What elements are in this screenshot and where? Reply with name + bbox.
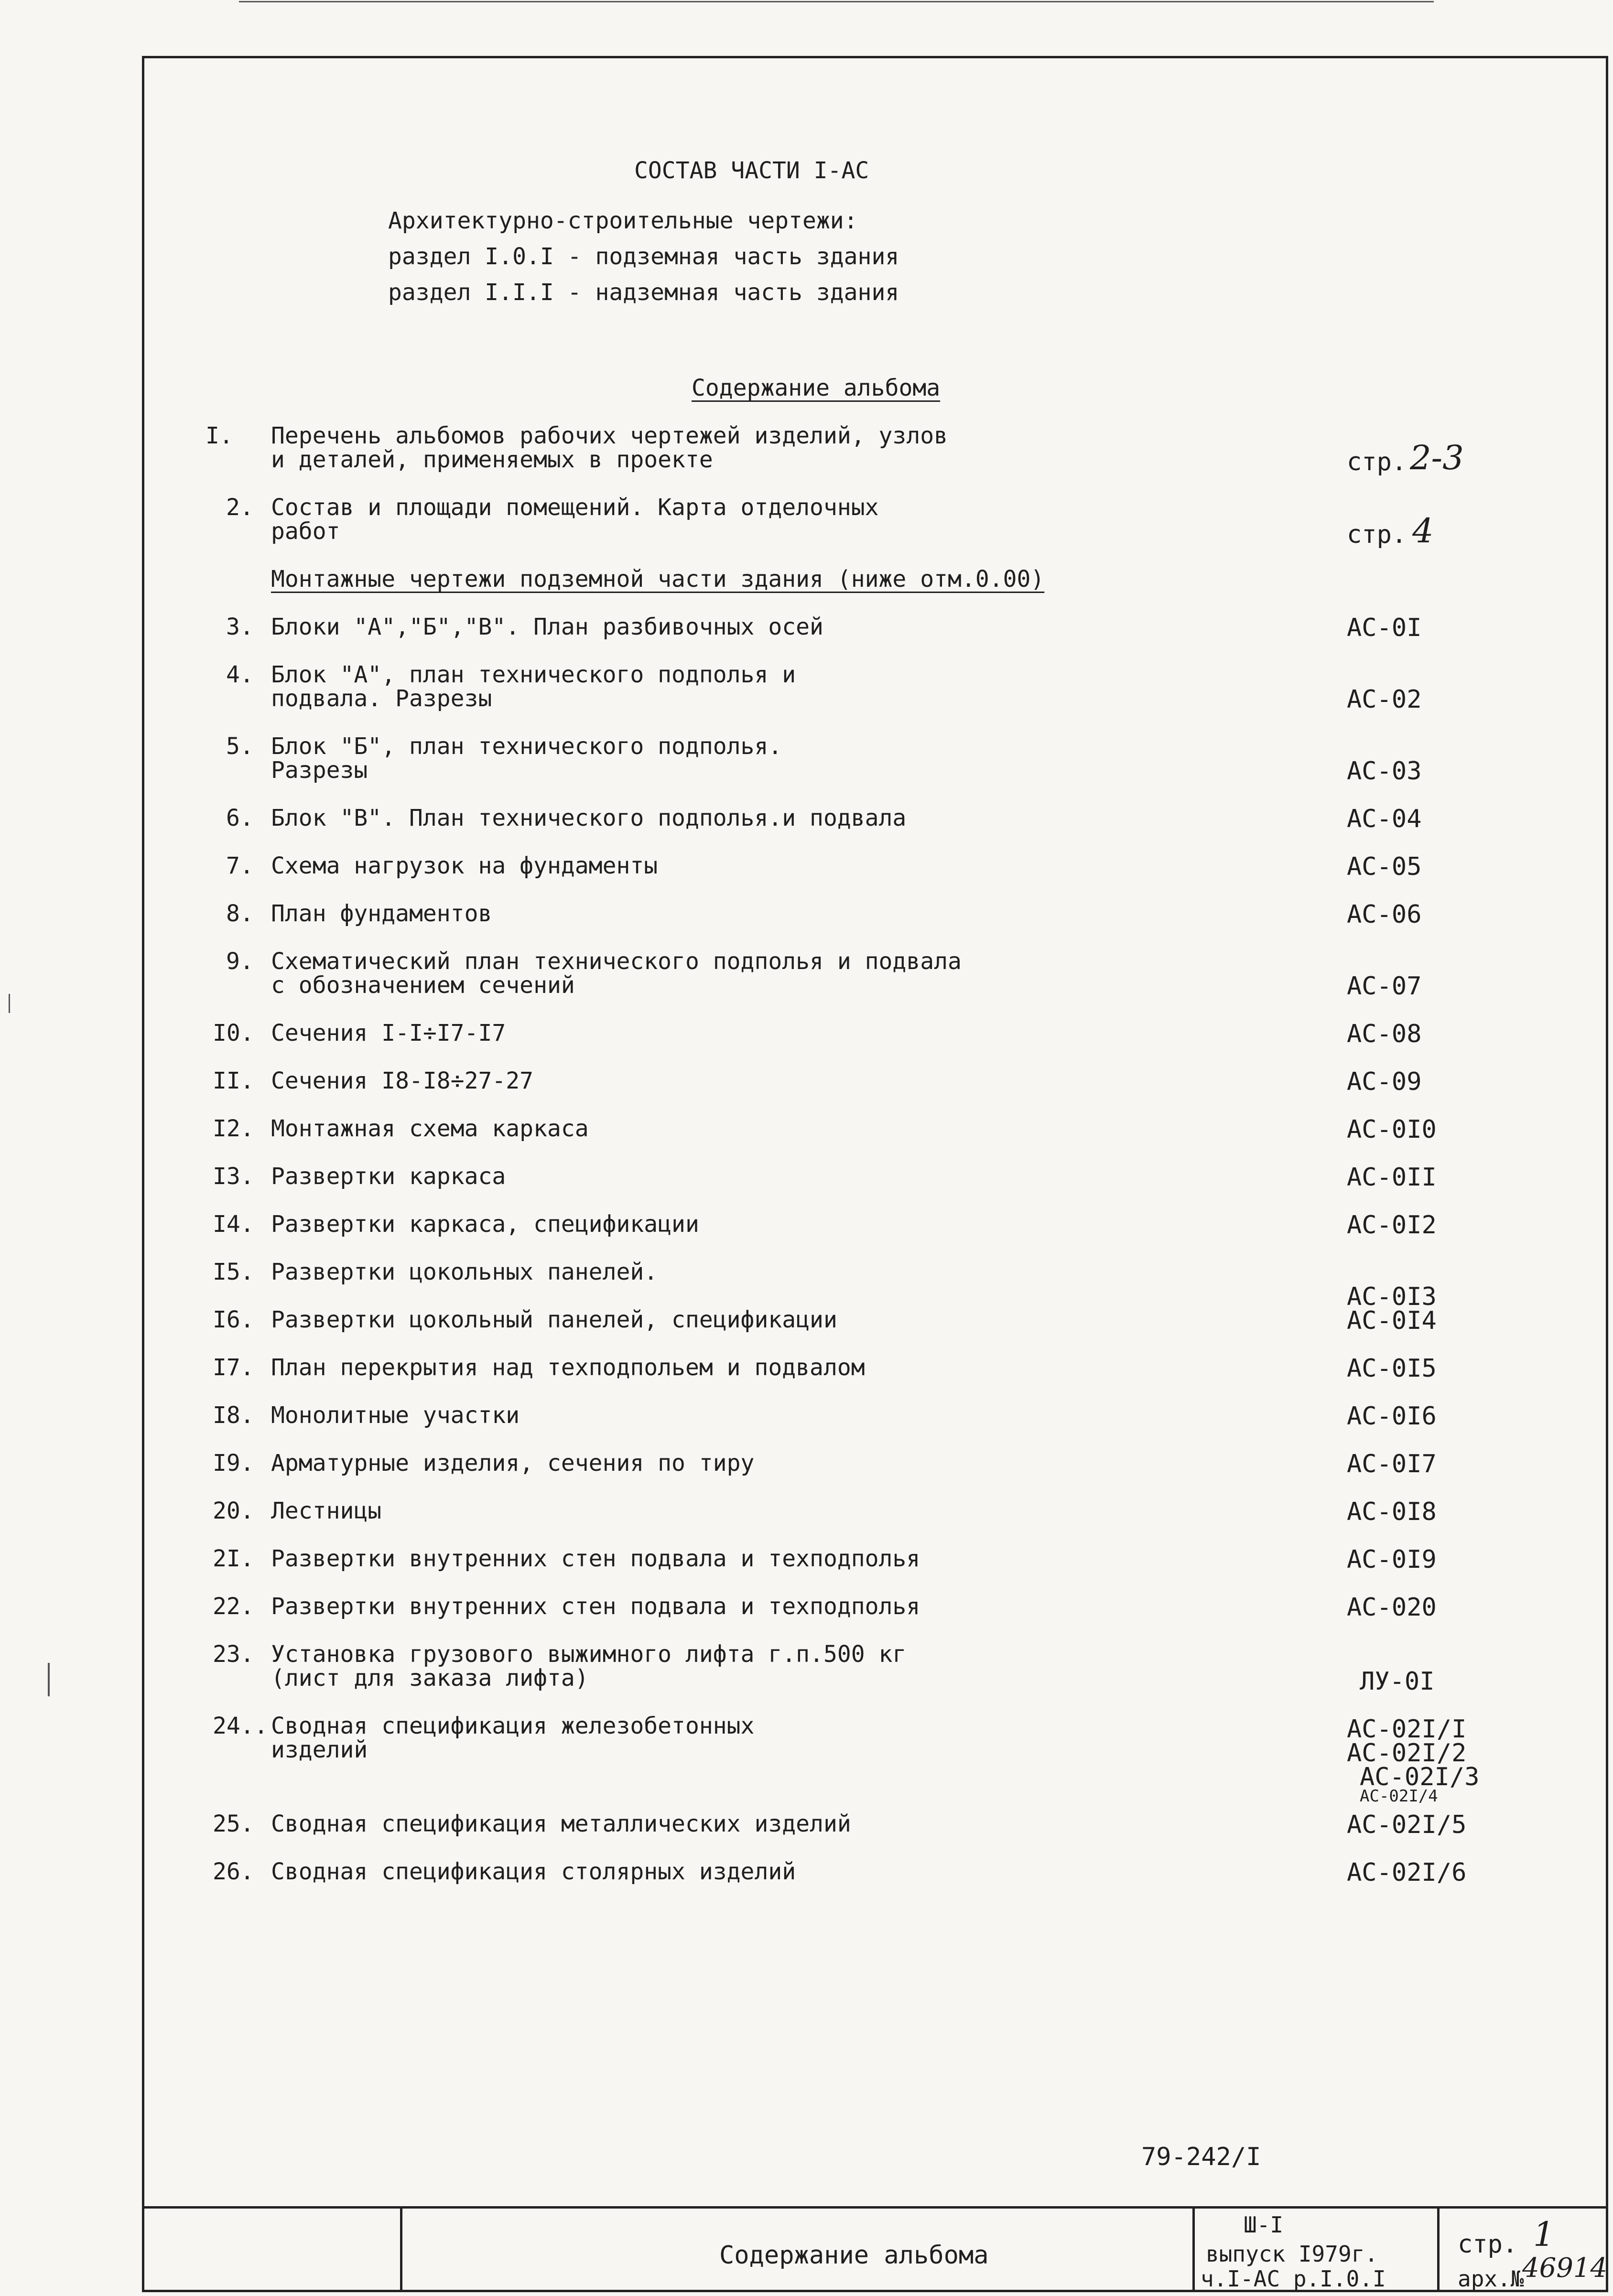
item-title-cont: с обозначением сечений xyxy=(271,972,575,999)
item-title: План перекрытия над техподпольем и подвалом xyxy=(271,1354,865,1381)
item-code: АС-0I6 xyxy=(1347,1402,1437,1431)
item-number: I5. xyxy=(213,1259,254,1285)
item-code-4: АС-02I/4 xyxy=(1360,1787,1438,1806)
item-title: Монтажная схема каркаса xyxy=(271,1115,589,1142)
item-number: 5. xyxy=(226,733,254,760)
item-page-prefix: стр. xyxy=(1347,520,1407,549)
item-title-cont: работ xyxy=(271,518,340,545)
item-title-cont: и деталей, применяемых в проекте xyxy=(271,446,713,473)
item-title: Развертки каркаса xyxy=(271,1163,506,1190)
stamp-issue: выпуск I979г. xyxy=(1206,2241,1378,2267)
item-code: АС-0I0 xyxy=(1347,1115,1437,1144)
page-title: СОСТАВ ЧАСТИ I-АС xyxy=(634,157,869,184)
item-title: Лестницы xyxy=(271,1498,382,1524)
item-title: Блок "А", план технического подполья и xyxy=(271,661,796,688)
item-number: 23. xyxy=(213,1641,254,1668)
item-number: 25. xyxy=(213,1811,254,1837)
item-code: АС-06 xyxy=(1347,900,1422,929)
item-title: Схема нагрузок на фундаменты xyxy=(271,852,658,879)
item-title-cont: изделий xyxy=(271,1736,368,1763)
stamp-archive-label: арх.№ xyxy=(1458,2266,1524,2292)
item-number: I4. xyxy=(213,1211,254,1238)
item-number: 20. xyxy=(213,1498,254,1524)
item-page-prefix: стр. xyxy=(1347,448,1407,476)
item-title: Сечения I8-I8÷27-27 xyxy=(271,1067,534,1094)
item-number: I9. xyxy=(213,1450,254,1477)
item-code: АС-0I8 xyxy=(1347,1498,1437,1526)
item-title: Арматурные изделия, сечения по тиру xyxy=(271,1450,755,1477)
item-title: Блок "Б", план технического подполья. xyxy=(271,733,782,760)
item-code: АС-02I/5 xyxy=(1347,1811,1467,1839)
document-code: 79-242/I xyxy=(1141,2143,1261,2171)
scan-mark-left-2 xyxy=(9,994,10,1013)
item-title: Блок "В". План технического подполья.и подвала xyxy=(271,805,907,831)
item-code: АС-04 xyxy=(1347,805,1422,833)
item-number: 3. xyxy=(226,614,254,640)
section-subheading: Монтажные чертежи подземной части здания (ниже отм.0.00) xyxy=(271,566,1045,593)
item-code: АС-05 xyxy=(1347,852,1422,881)
item-title: Развертки цокольных панелей. xyxy=(271,1259,658,1285)
item-code-3: АС-02I/3 xyxy=(1360,1763,1480,1791)
item-title: Сечения I-I÷I7-I7 xyxy=(271,1020,506,1046)
subtitle: Архитектурно-строительные чертежи: xyxy=(388,207,858,234)
stamp-series: Ш-I xyxy=(1244,2212,1284,2238)
item-number: 22. xyxy=(213,1593,254,1620)
item-number: I2. xyxy=(213,1115,254,1142)
item-code: ЛУ-0I xyxy=(1360,1667,1435,1696)
item-code: АС-0II xyxy=(1347,1163,1437,1192)
item-number: I6. xyxy=(213,1306,254,1333)
item-code: АС-0I2 xyxy=(1347,1211,1437,1240)
item-code: АС-0I3 xyxy=(1347,1283,1437,1311)
stamp-page-label: стр. xyxy=(1458,2230,1518,2259)
stamp-archive-number: 46914 xyxy=(1522,2253,1608,2284)
item-title: Установка грузового выжимного лифта г.п.500 кг xyxy=(271,1641,907,1668)
stamp-part: ч.I-АС р.I.0.I xyxy=(1201,2266,1386,2292)
section-aboveground: раздел I.I.I - надземная часть здания xyxy=(388,279,899,306)
item-code: АС-02 xyxy=(1347,685,1422,714)
item-code: АС-08 xyxy=(1347,1020,1422,1048)
item-title: Состав и площади помещений. Карта отделочных xyxy=(271,494,879,521)
title-block-divider xyxy=(1437,2209,1440,2292)
item-title: Перечень альбомов рабочих чертежей изделий, узлов xyxy=(271,422,948,449)
stamp-title: Содержание альбома xyxy=(719,2241,989,2270)
section-underground: раздел I.0.I - подземная часть здания xyxy=(388,243,899,270)
item-number: I7. xyxy=(213,1354,254,1381)
item-number: 2I. xyxy=(213,1545,254,1572)
item-title-cont: подвала. Разрезы xyxy=(271,685,492,712)
item-title: План фундаментов xyxy=(271,900,492,927)
item-title: Развертки внутренних стен подвала и техподполья xyxy=(271,1593,920,1620)
item-code-2: АС-02I/2 xyxy=(1347,1739,1467,1768)
item-number: 26. xyxy=(213,1858,254,1885)
item-title: Сводная спецификация металлических изделий xyxy=(271,1811,851,1837)
item-code: АС-0I9 xyxy=(1347,1545,1437,1574)
item-code: АС-0I7 xyxy=(1347,1450,1437,1478)
item-number: 4. xyxy=(226,661,254,688)
item-number: I0. xyxy=(213,1020,254,1046)
item-code: АС-0I4 xyxy=(1347,1306,1437,1335)
item-number: 24.. xyxy=(213,1713,268,1739)
item-number: 9. xyxy=(226,948,254,975)
scan-line-top xyxy=(239,1,1434,2)
item-number: II. xyxy=(213,1067,254,1094)
item-page-ref: 2-3 xyxy=(1410,438,1464,477)
item-title-cont: Разрезы xyxy=(271,757,368,784)
item-title: Сводная спецификация столярных изделий xyxy=(271,1858,796,1885)
scan-mark-left xyxy=(48,1663,50,1696)
item-number: 7. xyxy=(226,852,254,879)
item-code: АС-0I5 xyxy=(1347,1354,1437,1383)
item-number: 2. xyxy=(226,494,254,521)
item-title: Блоки "А","Б","В". План разбивочных осей xyxy=(271,614,823,640)
item-code: АС-0I xyxy=(1347,614,1422,642)
item-title: Развертки внутренних стен подвала и техподполья xyxy=(271,1545,920,1572)
item-title: Монолитные участки xyxy=(271,1402,520,1429)
item-code: АС-09 xyxy=(1347,1067,1422,1096)
item-number: 6. xyxy=(226,805,254,831)
title-block-divider xyxy=(1192,2209,1195,2292)
item-number: I. xyxy=(206,422,233,449)
item-page-ref: 4 xyxy=(1412,511,1434,550)
item-code: АС-020 xyxy=(1347,1593,1437,1622)
item-number: 8. xyxy=(226,900,254,927)
title-block-divider xyxy=(400,2209,402,2292)
item-number: I3. xyxy=(213,1163,254,1190)
item-code: АС-02I/6 xyxy=(1347,1858,1467,1887)
stamp-page-number: 1 xyxy=(1533,2215,1555,2254)
item-title: Развертки цокольный панелей, спецификации xyxy=(271,1306,837,1333)
item-code: АС-03 xyxy=(1347,757,1422,786)
contents-heading: Содержание альбома xyxy=(692,375,941,401)
item-number: I8. xyxy=(213,1402,254,1429)
item-title: Схематический план технического подполья и подвала xyxy=(271,948,962,975)
item-code: АС-07 xyxy=(1347,972,1422,1001)
item-title: Сводная спецификация железобетонных xyxy=(271,1713,755,1739)
item-code: АС-02I/I xyxy=(1347,1715,1467,1744)
item-title: Развертки каркаса, спецификации xyxy=(271,1211,699,1238)
item-title-cont: (лист для заказа лифта) xyxy=(271,1665,589,1692)
